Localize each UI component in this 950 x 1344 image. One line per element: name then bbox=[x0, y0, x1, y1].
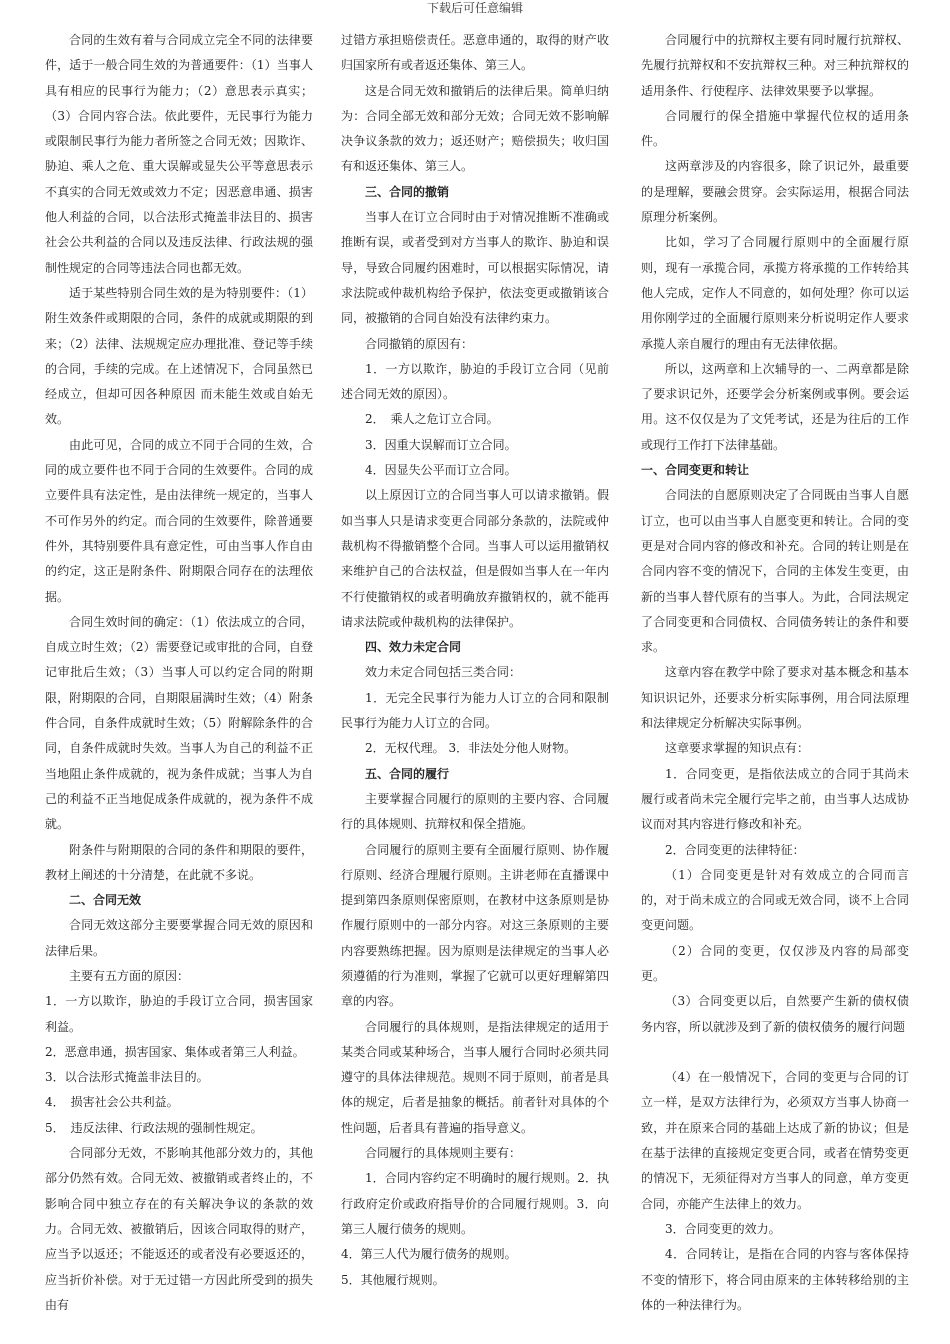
page-header: 下载后可任意编辑 bbox=[426, 1, 523, 15]
paragraph: 这两章涉及的内容很多，除了识记外，最重要的是理解，要融会贯穿。会实际运用，根据合同法原理分析案例。 bbox=[641, 159, 909, 225]
paragraph: 合同履行的保全措施中掌握代位权的适用条件。 bbox=[641, 108, 909, 149]
paragraph: 这章要求掌握的知识点有： bbox=[665, 741, 810, 756]
section-heading: 二、合同无效 bbox=[69, 893, 142, 908]
paragraph: 4．第三人代为履行债务的规则。 bbox=[341, 1247, 517, 1262]
paragraph: 这是合同无效和撤销后的法律后果。简单归纳为：合同全部无效和部分无效；合同无效不影响解决争议条款的效力；返还财产；赔偿损失；收归国有和返还集体、第三人。 bbox=[341, 83, 609, 174]
paragraph: 过错方承担赔偿责任。恶意串通的，取得的财产收归国家所有或者返还集体、第三人。 bbox=[341, 33, 609, 73]
section-heading: 五、合同的履行 bbox=[365, 766, 450, 781]
paragraph: （2）合同的变更，仅仅涉及内容的局部变更。 bbox=[641, 943, 909, 983]
paragraph: 2．合同变更的法律特征： bbox=[665, 842, 805, 857]
paragraph: 4．合同转让，是指在合同的内容与客体保持不变的情形下，将合同由原来的主体转移给别的主体的一种法律行为。 bbox=[641, 1247, 909, 1312]
paragraph: 4．因显失公平而订立合同。 bbox=[365, 463, 517, 478]
column-3 bbox=[641, 28, 909, 1318]
paragraph: 3．因重大误解而订立合同。 bbox=[365, 437, 517, 452]
paragraph: 5．其他履行规则。 bbox=[341, 1272, 445, 1287]
paragraph: 附条件与附期限的合同的条件和期限的要件，教材上阐述的十分清楚，在此就不多说。 bbox=[45, 842, 313, 882]
column-1 bbox=[45, 28, 313, 1318]
paragraph: 合同履行中的抗辩权主要有同时履行抗辩权、先履行抗辩权和不安抗辩权三种。对三种抗辩权的适用条件、行使程序、法律效果要予以掌握。 bbox=[641, 33, 909, 98]
paragraph: 适于某些特别合同生效的是为特别要件：（1）附生效条件或期限的合同，条件的成就或期限的到来；（2）法律、法规规定应办理批准、登记等手续的合同，手续的完成。在上述情况下，合同虽然已经成立，但却可因各种原因 而未能生效或自始无效。 bbox=[45, 285, 313, 427]
paragraph: 1．合同变更，是指依法成立的合同于其尚未履行或者尚未完全履行完毕之前，由当事人达成协议而对其内容进行修改和补充。 bbox=[641, 766, 909, 832]
paragraph: 合同生效时间的确定：（1）依法成立的合同，自成立时生效；（2）需要登记或审批的合同，自登记审批后生效；（3）当事人可以约定合同的附期限，附期限的合同，自期限届满时生效；（4）附条件合同，自条件成就时生效；（5）附解除条件的合同，自条件成就时失效。当事人为自己的利益不正当地阻止条件成就的，视为条件成就；当事人为自己的利益不正当地促成条件成就的，视为条件不成就。 bbox=[45, 614, 313, 832]
paragraph: 1．一方以欺诈，胁迫的手段订立合同，损害国家利益。 bbox=[45, 994, 313, 1034]
paragraph: 所以，这两章和上次辅导的一、二两章都是除了要求识记外，还要学会分析案例或事例。要会运用。这不仅仅是为了文凭考试，还是为往后的工作或现行工作打下法律基础。 bbox=[641, 361, 909, 452]
column-2 bbox=[341, 28, 609, 1293]
paragraph: （3）合同变更以后，自然要产生新的债权债务内容，所以就涉及到了新的债权债务的履行问题 bbox=[641, 994, 909, 1034]
paragraph: 3．以合法形式掩盖非法目的。 bbox=[45, 1070, 209, 1085]
section-heading: 一、合同变更和转让 bbox=[641, 463, 750, 478]
paragraph: 合同履行的具体规则，是指法律规定的适用于某类合同或某种场合，当事人履行合同时必须共同遵守的具体法律规范。规则不同于原则，前者是具体的规定，后者是抽象的概括。前者针对具体的个性问题，后者具有普遍的指导意义。 bbox=[341, 1019, 609, 1135]
paragraph: 以上原因订立的合同当事人可以请求撤销。假如当事人只是请求变更合同部分条款的，法院或仲裁机构不得撤销整个合同。当事人可以运用撤销权来维护自己的合法权益，但是假如当事人在一年内不行使撤销权的或者明确放弃撤销权的，就不能再请求法院或仲裁机构的法律保护。 bbox=[341, 488, 609, 629]
paragraph: 3．合同变更的效力。 bbox=[665, 1221, 781, 1236]
paragraph: 2．无权代理。 3．非法处分他人财物。 bbox=[365, 741, 577, 756]
section-heading: 三、合同的撤销 bbox=[365, 184, 450, 199]
paragraph: （1）合同变更是针对有效成立的合同而言的，对于尚未成立的合同或无效合同，谈不上合同变更问题。 bbox=[641, 867, 909, 933]
paragraph: 合同部分无效，不影响其他部分效力的，其他部分仍然有效。合同无效、被撤销或者终止的，不影响合同中独立存在的有关解决争议的条款的效力。合同无效、被撤销后，因该合同取得的财产，应当予以返还；不能返还的或者没有必要返还的，应当折价补偿。对于无过错一方因此所受到的损失由有 bbox=[45, 1146, 313, 1312]
paragraph: 2．恶意串通，损害国家、集体或者第三人利益。 bbox=[45, 1044, 305, 1059]
paragraph: 1．合同内容约定不明确时的履行规则。2．执行政府定价或政府指导价的合同履行规则。3．向第三人履行债务的规则。 bbox=[341, 1171, 609, 1236]
paragraph: 合同履行的原则主要有全面履行原则、协作履行原则、经济合理履行原则。主讲老师在直播课中提到第四条原则保密原则，在教材中这条原则是协作履行原则中的一部分内容。对这三条原则的主要内容要熟练把握。因为原则是法律规定的当事人必须遵循的行为准则，掌握了它就可以更好理解第四章的内容。 bbox=[341, 842, 609, 1009]
paragraph: 合同法的自愿原则决定了合同既由当事人自愿订立，也可以由当事人自愿变更和转让。合同的变更是对合同内容的修改和补充。合同的转让则是在合同内容不变的情况下，合同的主体发生变更，由新的当事人替代原有的当事人。为此，合同法规定了合同变更和合同债权、合同债务转让的条件和要求。 bbox=[641, 488, 909, 655]
paragraph: 4． 损害社会公共利益。 bbox=[45, 1095, 179, 1110]
paragraph: 合同无效这部分主要要掌握合同无效的原因和法律后果。 bbox=[45, 918, 313, 958]
paragraph: 5． 违反法律、行政法规的强制性规定。 bbox=[45, 1120, 263, 1135]
paragraph: 1．一方以欺诈，胁迫的手段订立合同（见前述合同无效的原因）。 bbox=[341, 361, 609, 402]
paragraph: 主要有五方面的原因： bbox=[69, 968, 190, 983]
section-heading: 四、效力未定合同 bbox=[365, 640, 462, 655]
paragraph: 2． 乘人之危订立合同。 bbox=[365, 412, 499, 427]
paragraph: 合同履行的具体规则主要有： bbox=[365, 1146, 522, 1161]
paragraph: 当事人在订立合同时由于对情况推断不准确或推断有误，或者受到对方当事人的欺诈、胁迫和误导，导致合同履约困难时，可以根据实际情况，请求法院或仲裁机构给予保护，依法变更或撤销该合同，被撤销的合同自始没有法律约束力。 bbox=[341, 210, 609, 326]
paragraph: 这章内容在教学中除了要求对基本概念和基本知识识记外，还要求分析实际事例，用合同法原理和法律规定分析解决实际事例。 bbox=[641, 665, 909, 731]
paragraph: 合同的生效有着与合同成立完全不同的法律要件，适于一般合同生效的为普通要件：（1）当事人具有相应的民事行为能力；（2）意思表示真实；（3）合同内容合法。依此要件，无民事行为能力或限制民事行为能力者所签之合同无效；因欺诈、胁迫、乘人之危、重大误解或显失公平等意思表示不真实的合同无效或效力不定；因恶意串通、损害他人利益的合同，以合法形式掩盖非法目的、损害社会公共利益的合同以及违反法律、行政法规的强制性规定的合同等违法合同也都无效。 bbox=[45, 33, 313, 275]
paragraph: 1．无完全民事行为能力人订立的合同和限制民事行为能力人订立的合同。 bbox=[341, 690, 609, 731]
paragraph: （4）在一般情况下，合同的变更与合同的订立一样，是双方法律行为，必须双方当事人协商一致，并在原来合同的基础上达成了新的协议；但是在基于法律的直接规定变更合同，或者在情势变更的情况下，无须征得对方当事人的同意，单方变更合同，亦能产生法律上的效力。 bbox=[641, 1070, 909, 1211]
paragraph: 效力未定合同包括三类合同： bbox=[365, 665, 522, 680]
paragraph: 比如，学习了合同履行原则中的全面履行原则，现有一承揽合同，承揽方将承揽的工作转给其他人完成，定作人不同意的，如何处理？你可以运用你刚学过的全面履行原则来分析说明定作人要求承揽人亲自履行的理由有无法律依据。 bbox=[641, 235, 909, 351]
paragraph: 由此可见，合同的成立不同于合同的生效，合同的成立要件也不同于合同的生效要件。合同的成立要件具有法定性，是由法律统一规定的，当事人不可作另外的约定。而合同的生效要件，除普通要件外，其特别要件具有意定性，可由当事人作自由的约定，这正是附条件、附期限合同存在的法理依据。 bbox=[45, 437, 313, 604]
paragraph: 合同撤销的原因有： bbox=[365, 336, 474, 351]
paragraph: 主要掌握合同履行的原则的主要内容、合同履行的具体规则、抗辩权和保全措施。 bbox=[341, 791, 609, 832]
